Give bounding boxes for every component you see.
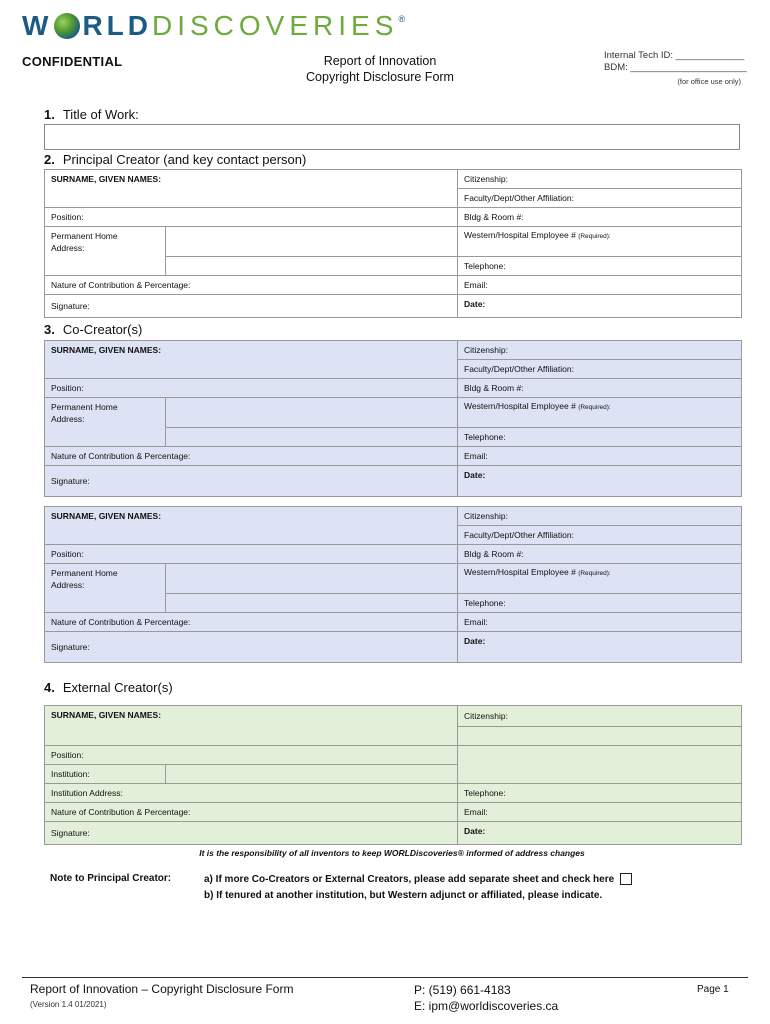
- section-4-title: External Creator(s): [62, 680, 173, 695]
- home-address-line1-input[interactable]: [166, 564, 458, 594]
- globe-icon: [54, 13, 80, 39]
- section-1-heading: [44, 107, 139, 122]
- position-field[interactable]: Position:: [45, 379, 458, 398]
- required-note: (Required):: [578, 233, 611, 240]
- nature-of-contribution-field[interactable]: Nature of Contribution & Percentage:: [45, 803, 458, 822]
- footer-title: Report of Innovation – Copyright Disclosure Form: [30, 982, 294, 996]
- email-field[interactable]: Email:: [458, 803, 742, 822]
- home-address-line2-input[interactable]: [166, 594, 458, 613]
- footer-phone: P: (519) 661-4183: [414, 983, 511, 997]
- section-1-number: 1.: [44, 107, 55, 122]
- institution-label: Institution:: [45, 765, 166, 784]
- worldiscoveries-logo: [22, 10, 405, 42]
- telephone-field[interactable]: Telephone:: [458, 257, 742, 276]
- employee-number-field[interactable]: [458, 227, 742, 257]
- position-field[interactable]: Position:: [45, 208, 458, 227]
- signature-field[interactable]: Signature:: [45, 466, 458, 497]
- section-3-number: 3.: [44, 322, 55, 337]
- co-creator-table-2: [44, 506, 742, 663]
- citizenship-field[interactable]: Citizenship:: [458, 706, 742, 727]
- required-note: (Required):: [578, 570, 611, 577]
- nature-of-contribution-field[interactable]: Nature of Contribution & Percentage:: [45, 613, 458, 632]
- surname-field[interactable]: SURNAME, GIVEN NAMES:: [45, 706, 458, 746]
- home-label-line2: Address:: [51, 580, 85, 590]
- employee-label: Western/Hospital Employee #: [464, 567, 576, 577]
- section-1-title: Title of Work:: [62, 107, 139, 122]
- section-3-title: Co-Creator(s): [62, 322, 143, 337]
- title-of-work-input[interactable]: [44, 124, 740, 150]
- signature-field[interactable]: Signature:: [45, 632, 458, 663]
- nature-of-contribution-field[interactable]: Nature of Contribution & Percentage:: [45, 447, 458, 466]
- home-address-line1-input[interactable]: [166, 227, 458, 257]
- employee-number-field[interactable]: [458, 398, 742, 428]
- institution-input[interactable]: [166, 765, 458, 784]
- faculty-field[interactable]: Faculty/Dept/Other Affiliation:: [458, 526, 742, 545]
- citizenship-field[interactable]: Citizenship:: [458, 507, 742, 526]
- bldg-room-field[interactable]: Bldg & Room #:: [458, 208, 742, 227]
- position-field[interactable]: Position:: [45, 545, 458, 564]
- confidential-label: CONFIDENTIAL: [22, 54, 123, 69]
- logo-rld: RLD: [82, 10, 152, 41]
- institution-address-field[interactable]: Institution Address:: [45, 784, 458, 803]
- tech-id-field[interactable]: Internal Tech ID: _____________: [604, 50, 745, 61]
- date-field[interactable]: Date:: [458, 466, 742, 497]
- surname-field[interactable]: SURNAME, GIVEN NAMES:: [45, 170, 458, 208]
- home-label-line1: Permanent Home: [51, 402, 118, 412]
- telephone-field[interactable]: Telephone:: [458, 594, 742, 613]
- office-use-note: (for office use only): [677, 77, 741, 86]
- footer-divider: [22, 977, 748, 978]
- email-field[interactable]: Email:: [458, 447, 742, 466]
- signature-field[interactable]: Signature:: [45, 822, 458, 845]
- note-item-a: [204, 872, 632, 888]
- telephone-field[interactable]: Telephone:: [458, 784, 742, 803]
- citizenship-extra-input[interactable]: [458, 727, 742, 746]
- principal-creator-table: [44, 169, 742, 318]
- page-title: [250, 53, 510, 85]
- bldg-room-field[interactable]: Bldg & Room #:: [458, 379, 742, 398]
- citizenship-field[interactable]: Citizenship:: [458, 170, 742, 189]
- home-address-label: [45, 398, 166, 447]
- home-label-line2: Address:: [51, 414, 85, 424]
- home-address-line1-input[interactable]: [166, 398, 458, 428]
- home-address-label: [45, 564, 166, 613]
- bldg-room-field[interactable]: Bldg & Room #:: [458, 545, 742, 564]
- home-label-line1: Permanent Home: [51, 568, 118, 578]
- note-item-a-text: a) If more Co-Creators or External Creators, please add separate sheet and check here: [204, 874, 615, 885]
- office-use-block: [604, 50, 747, 88]
- telephone-field[interactable]: Telephone:: [458, 428, 742, 447]
- date-field[interactable]: Date:: [458, 822, 742, 845]
- logo-registered-mark: ®: [398, 14, 406, 24]
- section-2-heading: [44, 152, 306, 167]
- nature-of-contribution-field[interactable]: Nature of Contribution & Percentage:: [45, 276, 458, 295]
- footer-version: (Version 1.4 01/2021): [30, 1000, 107, 1009]
- date-field[interactable]: Date:: [458, 295, 742, 318]
- section-2-title: Principal Creator (and key contact person): [62, 152, 307, 167]
- title-line-1: Report of Innovation: [323, 54, 437, 68]
- section-4-number: 4.: [44, 680, 55, 695]
- home-address-line2-input[interactable]: [166, 428, 458, 447]
- position-extra-input[interactable]: [458, 746, 742, 784]
- faculty-field[interactable]: Faculty/Dept/Other Affiliation:: [458, 189, 742, 208]
- email-field[interactable]: Email:: [458, 613, 742, 632]
- position-field[interactable]: Position:: [45, 746, 458, 765]
- faculty-field[interactable]: Faculty/Dept/Other Affiliation:: [458, 360, 742, 379]
- footer-contact: [414, 982, 558, 1014]
- note-item-b: b) If tenured at another institution, but Western adjunct or affiliated, please indicate.: [204, 890, 603, 901]
- note-items: [204, 872, 632, 904]
- footer-email: E: ipm@worldiscoveries.ca: [414, 999, 559, 1013]
- co-creator-table-1: [44, 340, 742, 497]
- section-2-number: 2.: [44, 152, 55, 167]
- surname-field[interactable]: SURNAME, GIVEN NAMES:: [45, 341, 458, 379]
- bdm-field[interactable]: BDM: ______________________: [604, 62, 747, 73]
- required-note: (Required):: [578, 404, 611, 411]
- surname-field[interactable]: SURNAME, GIVEN NAMES:: [45, 507, 458, 545]
- additional-sheet-checkbox[interactable]: [620, 873, 632, 885]
- employee-number-field[interactable]: [458, 564, 742, 594]
- email-field[interactable]: Email:: [458, 276, 742, 295]
- signature-field[interactable]: Signature:: [45, 295, 458, 318]
- logo-w: W: [22, 10, 53, 41]
- citizenship-field[interactable]: Citizenship:: [458, 341, 742, 360]
- employee-label: Western/Hospital Employee #: [464, 230, 576, 240]
- title-line-2: Copyright Disclosure Form: [306, 70, 454, 84]
- logo-discoveries: DISCOVERIES: [151, 10, 399, 41]
- section-3-heading: [44, 322, 142, 337]
- home-address-label: [45, 227, 166, 276]
- note-label: Note to Principal Creator:: [50, 873, 172, 884]
- section-4-heading: [44, 680, 173, 695]
- footer-page-number: Page 1: [697, 984, 729, 995]
- home-label-line2: Address:: [51, 243, 85, 253]
- responsibility-note: It is the responsibility of all inventors to keep WORLDiscoveries® informed of address changes: [199, 848, 585, 858]
- home-label-line1: Permanent Home: [51, 231, 118, 241]
- home-address-line2-input[interactable]: [166, 257, 458, 276]
- employee-label: Western/Hospital Employee #: [464, 401, 576, 411]
- date-field[interactable]: Date:: [458, 632, 742, 663]
- external-creator-table: [44, 705, 742, 845]
